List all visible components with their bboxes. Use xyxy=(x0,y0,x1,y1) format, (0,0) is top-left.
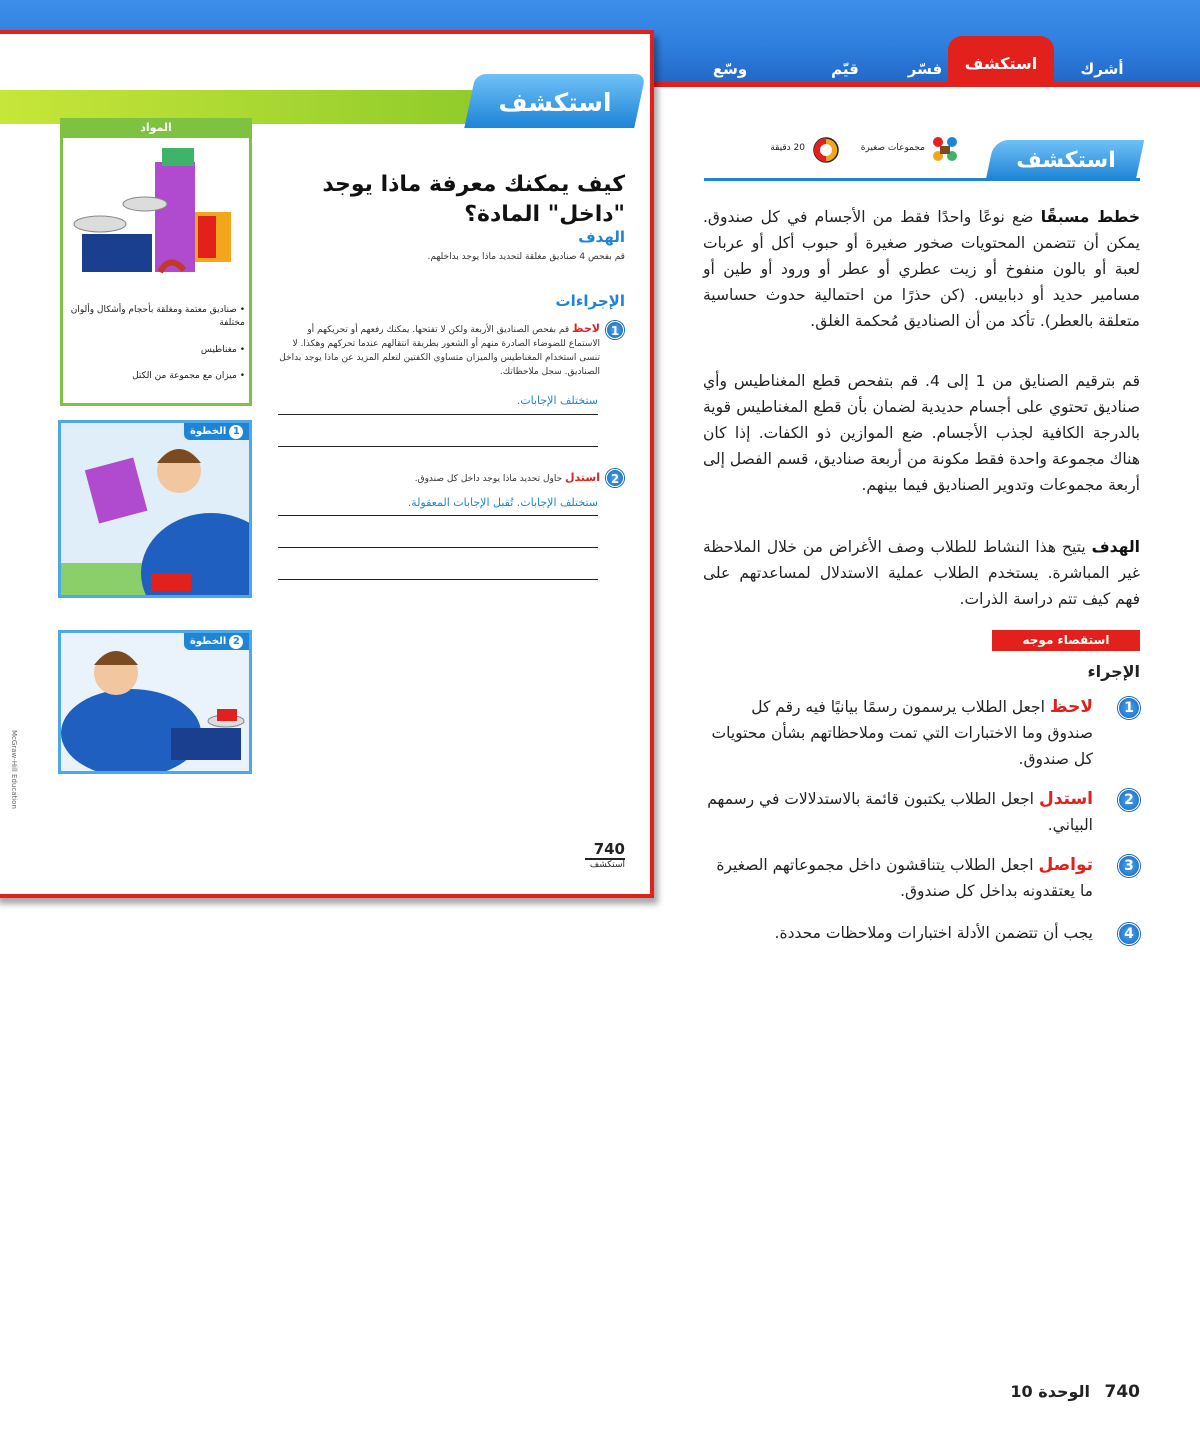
materials-heading: المواد xyxy=(60,118,252,138)
answer-line xyxy=(278,515,598,516)
boy-using-scale-image xyxy=(61,633,252,774)
student-step1: لاحظ قم بفحص الصناديق الأربعة ولكن لا تفتحها. يمكنك رفعهم أو تحريكهم أو الاستماع للضوضاء الصادرة منهم أو الشعور بطريقة انتقالهم عندما تحركهم وهكذا. لا تنسى استخدام المغناطيس والميزان متساوي الكفتين لتعلم المزيد عن ماذا يوجد بداخل الصناديق. سجل ملاحظاتك. xyxy=(279,322,600,377)
student-step1-answer: ستختلف الإجابات. xyxy=(516,394,598,407)
teacher-step-1: لاحظ اجعل الطلاب يرسمون رسمًا بيانيًا فيه رقم كل صندوق وما الاختبارات التي تمت وملاحظاتهم بشأن محتويات كل صندوق. xyxy=(711,697,1093,768)
scale-pan-right xyxy=(123,197,167,211)
guided-inquiry-badge: استقصاء موجه xyxy=(992,630,1140,651)
answer-line xyxy=(278,579,598,580)
step-3-keyword: تواصل xyxy=(1038,855,1093,875)
step-2-keyword: استدل xyxy=(1038,789,1093,809)
teacher-header-rule xyxy=(704,178,1140,181)
student-step2: استدل حاول تحديد ماذا يوجد داخل كل صندوق. xyxy=(414,471,600,484)
tab-engage[interactable]: أشرك xyxy=(1080,60,1124,78)
student-goal-heading: الهدف xyxy=(578,228,625,246)
student-page-number: 740 xyxy=(585,840,625,860)
student-question-title: كيف يمكنك معرفة ماذا يوجد "داخل" المادة؟ xyxy=(322,172,625,227)
step-number-4: 4 xyxy=(1118,923,1140,945)
clock-icon xyxy=(812,136,840,164)
material-item-magnet: • مغناطيس xyxy=(200,345,245,355)
plan-ahead-paragraph: خطط مسبقًا ضع نوعًا واحدًا فقط من الأجسام في كل صندوق. يمكن أن تتضمن المحتويات صخور صغيرة أو حبوب أكل أو عربات لعبة أو بالون منفوخ أو زيت عطري أو عطر أو ورود أو طين أو مسامير حديد أو دبابيس. (كن حذرًا من احتمالية حدوث حساسية متعلقة بالعطر). تأكد من أن الصناديق مُحكمة الغلق. xyxy=(703,208,1141,330)
tab-evaluate[interactable]: قيّم xyxy=(831,60,859,78)
student-goal-text: قم بفحص 4 صناديق مغلقة لتحديد ماذا يوجد بداخلهم. xyxy=(427,252,625,262)
answer-line xyxy=(278,446,598,447)
top-nav-underline xyxy=(650,82,1200,87)
teacher-step-3: تواصل اجعل الطلاب يتناقشون داخل مجموعاتهم الصغيرة ما يعتقدونه بداخل كل صندوق. xyxy=(716,855,1093,900)
step-1-keyword: لاحظ xyxy=(1049,697,1093,717)
small-groups-icon xyxy=(928,132,962,166)
answer-line xyxy=(278,547,598,548)
step-number-2: 2 xyxy=(1118,789,1140,811)
student-step2-keyword: استدل xyxy=(565,471,600,484)
step1-photo xyxy=(58,420,252,598)
tab-explain[interactable]: فسّر xyxy=(907,60,943,78)
student-step2-answer: ستختلف الإجابات. تُقبل الإجابات المعقولة. xyxy=(407,496,598,509)
teacher-goal-keyword: الهدف xyxy=(1091,538,1140,556)
step2-photo xyxy=(58,630,252,774)
tab-extend[interactable]: وسّع xyxy=(712,60,748,78)
photo-credit: McGraw-Hill Education xyxy=(10,730,18,809)
small-groups-label: مجموعات صغيرة xyxy=(860,143,925,153)
teacher-goal-paragraph: الهدف يتيح هذا النشاط للطلاب وصف الأغراض من خلال الملاحظة غير المباشرة. يستخدم الطلاب عملية الاستدلال لمساعدتهم على فهم كيف تتم دراسة الذرات. xyxy=(703,538,1140,608)
student-explore-label: استكشف xyxy=(498,88,612,117)
purple-box xyxy=(155,162,195,272)
step1-photo-tag: 1الخطوة xyxy=(184,423,249,440)
boy-lifting-box-image xyxy=(61,423,252,598)
student-step1-keyword: لاحظ xyxy=(572,322,600,335)
student-procedure-heading: الإجراءات xyxy=(555,292,625,310)
answer-line xyxy=(278,414,598,415)
material-item-scale: • ميزان مع مجموعة من الكتل xyxy=(132,371,245,381)
student-step2-number: 2 xyxy=(606,468,624,487)
materials-illustration xyxy=(70,142,246,292)
red-box xyxy=(198,216,216,258)
unit-label: الوحدة 10 xyxy=(1010,1382,1090,1401)
tab-explore[interactable]: استكشف xyxy=(948,36,1054,86)
time-label: 20 دقيقة xyxy=(770,143,805,153)
green-box xyxy=(162,148,194,166)
teacher-page-number: 740 xyxy=(1104,1382,1140,1402)
numbering-paragraph: قم بترقيم الصنايق من 1 إلى 4. قم بتفحص قطع المغناطيس وأي صناديق تحتوي على أجسام حديدية لضمان بأن قطع المغناطيس قوية بالدرجة الكافية لجذب الأجسام. ضع الموازين ذو الكفات. إذا كان هناك مجموعة واحدة فقط مكونة من أربعة صناديق، قسم الفصل إلى أربعة مجموعات وتدوير الصناديق فيما بينهم. xyxy=(703,372,1140,494)
scale-base xyxy=(82,234,152,272)
student-step1-number: 1 xyxy=(606,320,624,339)
teacher-step-2: استدل اجعل الطلاب يكتبون قائمة بالاستدلالات في رسمهم البياني. xyxy=(707,789,1093,834)
teacher-step-4: يجب أن تتضمن الأدلة اختبارات وملاحظات محددة. xyxy=(774,924,1093,942)
teacher-procedure-heading: الإجراء xyxy=(1087,662,1140,681)
material-item-boxes: • صناديق معتمة ومغلقة بأحجام وأشكال وألوان مختلفة xyxy=(70,305,245,328)
step-number-1: 1 xyxy=(1118,697,1140,719)
teacher-explore-label: استكشف xyxy=(1016,148,1116,173)
step-number-3: 3 xyxy=(1118,855,1140,877)
step2-photo-tag: 2الخطوة xyxy=(184,633,249,650)
scale-pan-left xyxy=(74,216,126,232)
plan-ahead-keyword: خطط مسبقًا xyxy=(1040,208,1141,226)
student-page-footer: استكشف xyxy=(589,860,625,870)
